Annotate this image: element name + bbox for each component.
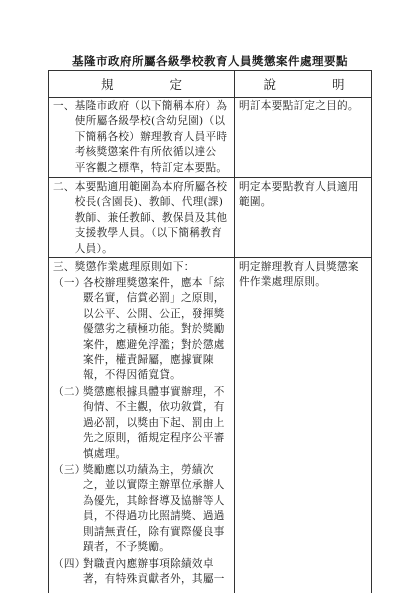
text-line: 範圍。 — [239, 196, 272, 209]
text-line: 各校辦理獎懲案件，應本「綜 — [83, 277, 225, 289]
text-line: 則請無責任，除有實際優良事 — [83, 525, 225, 538]
text-line: 明訂本要點訂定之目的。 — [239, 100, 359, 112]
text-line: 人員）。 — [53, 242, 114, 255]
text-line: 慎處理。 — [83, 447, 127, 460]
text-line: 支援教學人員。（以下簡稱教育 — [53, 227, 222, 240]
item-body — [83, 276, 225, 384]
row-2-bottom-line — [49, 257, 371, 258]
item-body — [83, 385, 225, 462]
text-line: 先之原則，循規定程序公平審 — [83, 432, 225, 445]
item-label: （二） — [53, 386, 86, 398]
row-1-explanation — [239, 99, 371, 114]
text-line: 下簡稱各校）辦理教育人員平時 — [53, 130, 228, 143]
item-body — [83, 463, 225, 555]
row-1-bottom-line — [49, 177, 371, 178]
item-label: （一） — [53, 277, 86, 289]
text-line: 明定本要點教育人員適用 — [239, 181, 359, 193]
row-3-explanation — [239, 260, 371, 291]
text-line: 為優先，其餘督導及協辦等人 — [83, 494, 225, 507]
text-line: 三、獎懲作業處理原則如下： — [53, 261, 195, 273]
row-3-rule — [53, 260, 233, 275]
text-line: 考核獎懲案件有所依循以達公 — [53, 146, 217, 159]
rules-table — [48, 70, 372, 593]
item-label: （三） — [53, 464, 86, 476]
text-line: 一、基隆市政府（以下簡稱本府）為 — [53, 100, 228, 112]
text-line: 過必罰，以獎由下起、罰由上 — [83, 416, 225, 429]
header-explanation: 說 明 — [263, 77, 371, 92]
text-line: 對職責內應辦事項除績效卓 — [83, 558, 214, 570]
text-line: 件作業處理原則。 — [239, 276, 327, 289]
column-divider — [234, 71, 235, 593]
text-line: 平客觀之標準，特訂定本要點。 — [53, 161, 228, 174]
text-line: 徇情、不主觀，依功敘賞，有 — [83, 401, 225, 414]
text-line: 員，不得過功比照請獎、過過 — [83, 510, 225, 523]
row-2-explanation — [239, 180, 371, 211]
text-line: 明定辦理教育人員獎懲案 — [239, 261, 359, 273]
text-line: 校長(含園長)、教師、代理(課) — [53, 196, 224, 209]
text-line: 優懲劣之積極功能。對於獎勵 — [83, 323, 225, 336]
row-2-rule — [53, 180, 233, 257]
document-title: 基隆市政府所屬各級學校教育人員獎懲案件處理要點 — [72, 54, 348, 68]
text-line: 獎勵應以功績為主，勞績次 — [83, 464, 214, 476]
item-label: （四） — [53, 558, 86, 570]
text-line: 教師、兼任教師、教保員及其他 — [53, 211, 228, 224]
text-line: 報，不得因循寬貸。 — [83, 369, 182, 382]
text-line: 獎懲應根據具體事實辦理，不 — [83, 386, 225, 398]
row-1-rule — [53, 99, 233, 176]
item-body — [83, 557, 225, 588]
header-bottom-line — [49, 97, 371, 98]
text-line: 二、本要點適用範圍為本府所屬各校 — [53, 181, 228, 193]
text-line: 使所屬各級學校(含幼兒園)（以 — [53, 115, 226, 128]
text-line: 案件，應避免浮濫；對於懲處 — [83, 338, 225, 351]
text-line: 覈名實，信賞必罰」之原則， — [83, 292, 225, 305]
text-line: 以公平、公開、公正，發揮獎 — [83, 307, 225, 320]
text-line: 蹟者，不予獎勵。 — [83, 540, 171, 553]
header-rule: 規 定 — [101, 77, 208, 92]
text-line: 著，有特殊貢獻者外，其屬一 — [83, 573, 225, 586]
text-line: 之，並以實際主辦單位承辦人 — [83, 479, 225, 492]
text-line: 案件，權責歸屬，應據實陳 — [83, 353, 214, 366]
